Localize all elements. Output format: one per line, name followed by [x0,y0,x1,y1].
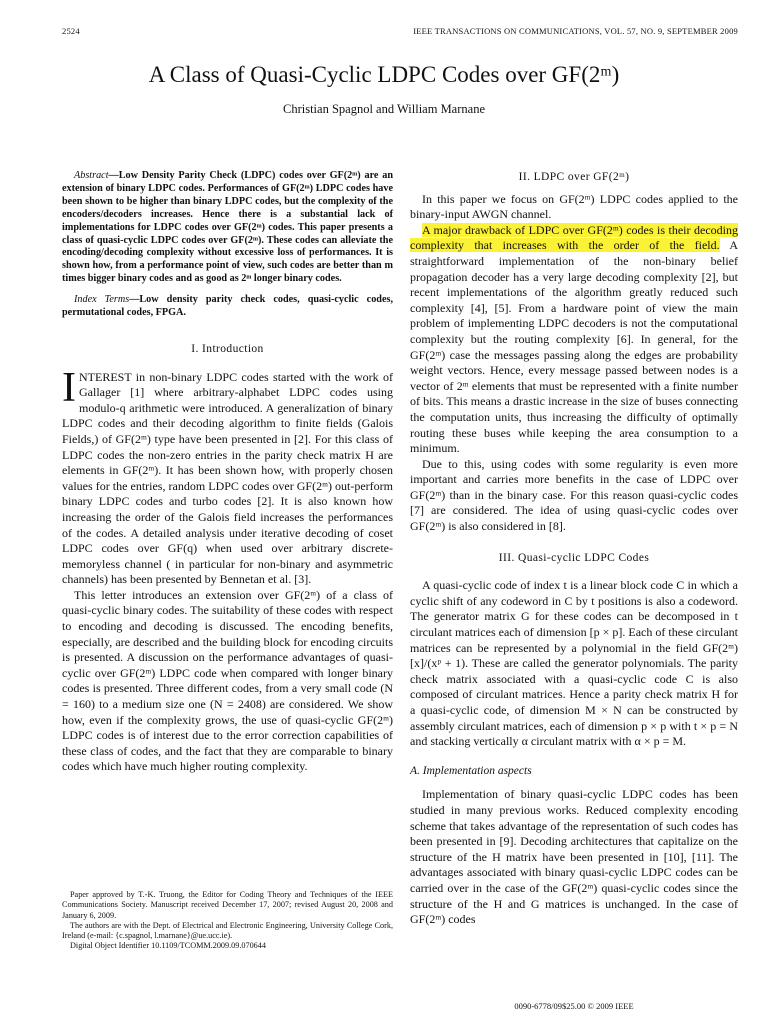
footnote-editor: Paper approved by T.-K. Truong, the Editor for Coding Theory and Techniques of the IEEE Communications Society. Manuscript received December 17, 2007; revised August 20, 2008 and January 6, 2009. [62,890,393,920]
journal-header: IEEE TRANSACTIONS ON COMMUNICATIONS, VOL. 57, NO. 9, SEPTEMBER 2009 [413,26,738,36]
footnote [62,890,393,952]
section2-paragraph-2-rest: A straightforward implementation of the non-binary belief propagation decoder has a very large decoding complexity [2], but recent implementations of the algorithm greatly reduced such complexity [4], [5]. From a hardware point of view the main problem of implementing LDPC decoders is not the computational complexity but the routing complexity [6]. In general, for the GF(2ᵐ) case the messages passing along the edges are probability weight vectors. Hence, every message passed between nodes is a vector of 2ᵐ elements that must be represented with a finite number of bits. This means a drastic increase in the size of buses connecting the computation units, thus increasing the difficulty of optimally routing these buses while keeping the area consumption to a minimum. [410,238,738,456]
intro-paragraph-1-text: NTEREST in non-binary LDPC codes started with the work of Gallager [1] where arbitrary-alphabet LDPC codes using modulo-q arithmetic were introduced. A generalization of binary LDPC codes and their decoding algorithm to finite fields (Galois Fields,) of GF(2ᵐ) type have been presented in [2]. For this class of LDPC codes the non-zero entries in the parity check matrix H are elements in GF(2ᵐ). It has been shown how, with properly chosen values for the entries, random LDPC codes over GF(2ᵐ) out-perform binary LDPC codes and turbo codes [2]. It is also known how increasing the order of the Galois field increases the performances of the codes. A detailed analysis under iterative decoding of coset LDPC codes over GF(q) when used over arbitrary discrete-memoryless channel ( in particular for non-binary and asymmetric channels) has been presented by Bennetan et al. [3]. [62,369,393,587]
paper-title: A Class of Quasi-Cyclic LDPC Codes over GF(2ᵐ) [148,62,620,87]
highlighted-sentence: A major drawback of LDPC over GF(2ᵐ) codes is their decoding complexity that increases with the order of the field. [410,222,738,253]
section2-paragraph-3: Due to this, using codes with some regularity is even more important and carries more benefits in the case of LDPC over GF(2ᵐ) than in the binary case. For this reason quasi-cyclic codes [7] are considered. The idea of using quasi-cyclic codes over GF(2ᵐ) is also considered in [8]. [410,456,738,534]
index-terms [62,294,393,320]
page-number: 2524 [62,26,80,36]
abstract-text: —Low Density Parity Check (LDPC) codes over GF(2ᵐ) are an extension of binary LDPC codes. Performances of GF(2ᵐ) LDPC codes have been shown to be higher than binary LDPC codes, but the complexity of the encoders/decoders increases. Hence there is a substantial lack of implementations for LDPC codes over GF(2ᵐ) codes. This paper presents a class of quasi-cyclic LDPC codes over GF(2ᵐ). These codes can alleviate the encoding/decoding complexity without excessive loss of performances. It is shown how, from a performance point of view, such codes are better than m times bigger binary codes and as good as 2ᵐ longer binary codes. [62,170,393,285]
index-terms-text: —Low density parity check codes, quasi-cyclic codes, permutational codes, FPGA. [62,294,394,319]
section2-paragraph-2 [410,223,738,457]
index-terms-lead: Index Terms [74,294,130,306]
footnote-doi: Digital Object Identifier 10.1109/TCOMM.2009.09.070644 [70,941,266,951]
intro-paragraph-1 [62,364,393,588]
section3a-paragraph-1: Implementation of binary quasi-cyclic LDPC codes has been studied in many previous works. Reduced complexity encoding scheme that takes advantage of the representation of such codes has been presented in [9]. Decoding architectures that capitalize on the structure of the H matrix have been presented in [10], [11]. The advantages associated with binary quasi-cyclic LDPC codes can be carried over in the case of the GF(2ᵐ) quasi-cyclic codes since the structure of the H and G matrices is unchanged. In the case of GF(2ᵐ) codes [410,787,738,927]
running-header [62,26,738,38]
abstract-lead: Abstract [74,170,109,181]
left-column [62,170,393,775]
section2-paragraph-1: In this paper we focus on GF(2ᵐ) LDPC codes applied to the binary-input AWGN channel. [410,191,738,222]
copyright-footer: 0090-6778/09$25.00 © 2009 IEEE [514,1001,634,1011]
abstract [62,170,393,286]
section3-paragraph-1: A quasi-cyclic code of index t is a linear block code C in which a cyclic shift of any codeword in C by t positions is also a codeword. The generator matrix G for these codes can be decomposed in t circulant matrices each of dimension [p × p]. Each of these circulant matrices can be represented by a polynomial in the field GF(2ᵐ)[x]/(xᵖ + 1). These are called the generator polynomials. The parity check matrix associated with a quasi-cyclic code C is also composed of circulant matrices. Hence a parity check matrix H for a quasi-cyclic code, of dimension M × N can be constructed by assembly circulant matrices, each of dimension p × p with t × p = N and stacking vertically α circulant matrix with α × p = M. [410,578,738,749]
footnote-affiliation: The authors are with the Dept. of Electrical and Electronic Engineering, University College Cork, Ireland (e-mail: {c.spagnol, l.marnane}@ue.ucc.ie). [62,920,393,941]
right-column [410,170,738,928]
intro-paragraph-2: This letter introduces an extension over GF(2ᵐ) of a class of quasi-cyclic binary codes. The suitability of these codes with respect to encoding and decoding is discussed. The encoding benefits, especially, are described and the building block for encoding circuits is presented. A discussion on the performance advantages of quasi-cyclic over GF(2ᵐ) LDPC code when compared with longer binary codes is presented. Three different codes, from a very small code (N = 160) to a medium size one (N = 2408) are considered. We show how, even if the complexity grows, the use of quasi-cyclic GF(2ᵐ) LDPC codes is of interest due to the error correction capabilities of these class of codes, and the fact that they are comparable to binary codes which have much higher routing complexity. [62,587,393,774]
section-heading-introduction: I. Introduction [191,342,264,355]
paper-authors: Christian Spagnol and William Marnane [282,102,485,116]
subsection-heading-implementation: A. Implementation aspects [410,764,532,777]
section-heading-ldpc-over-gf: II. LDPC over GF(2ᵐ) [518,171,630,183]
section-heading-quasi-cyclic: III. Quasi-cyclic LDPC Codes [498,551,650,564]
drop-cap: I [62,364,76,411]
